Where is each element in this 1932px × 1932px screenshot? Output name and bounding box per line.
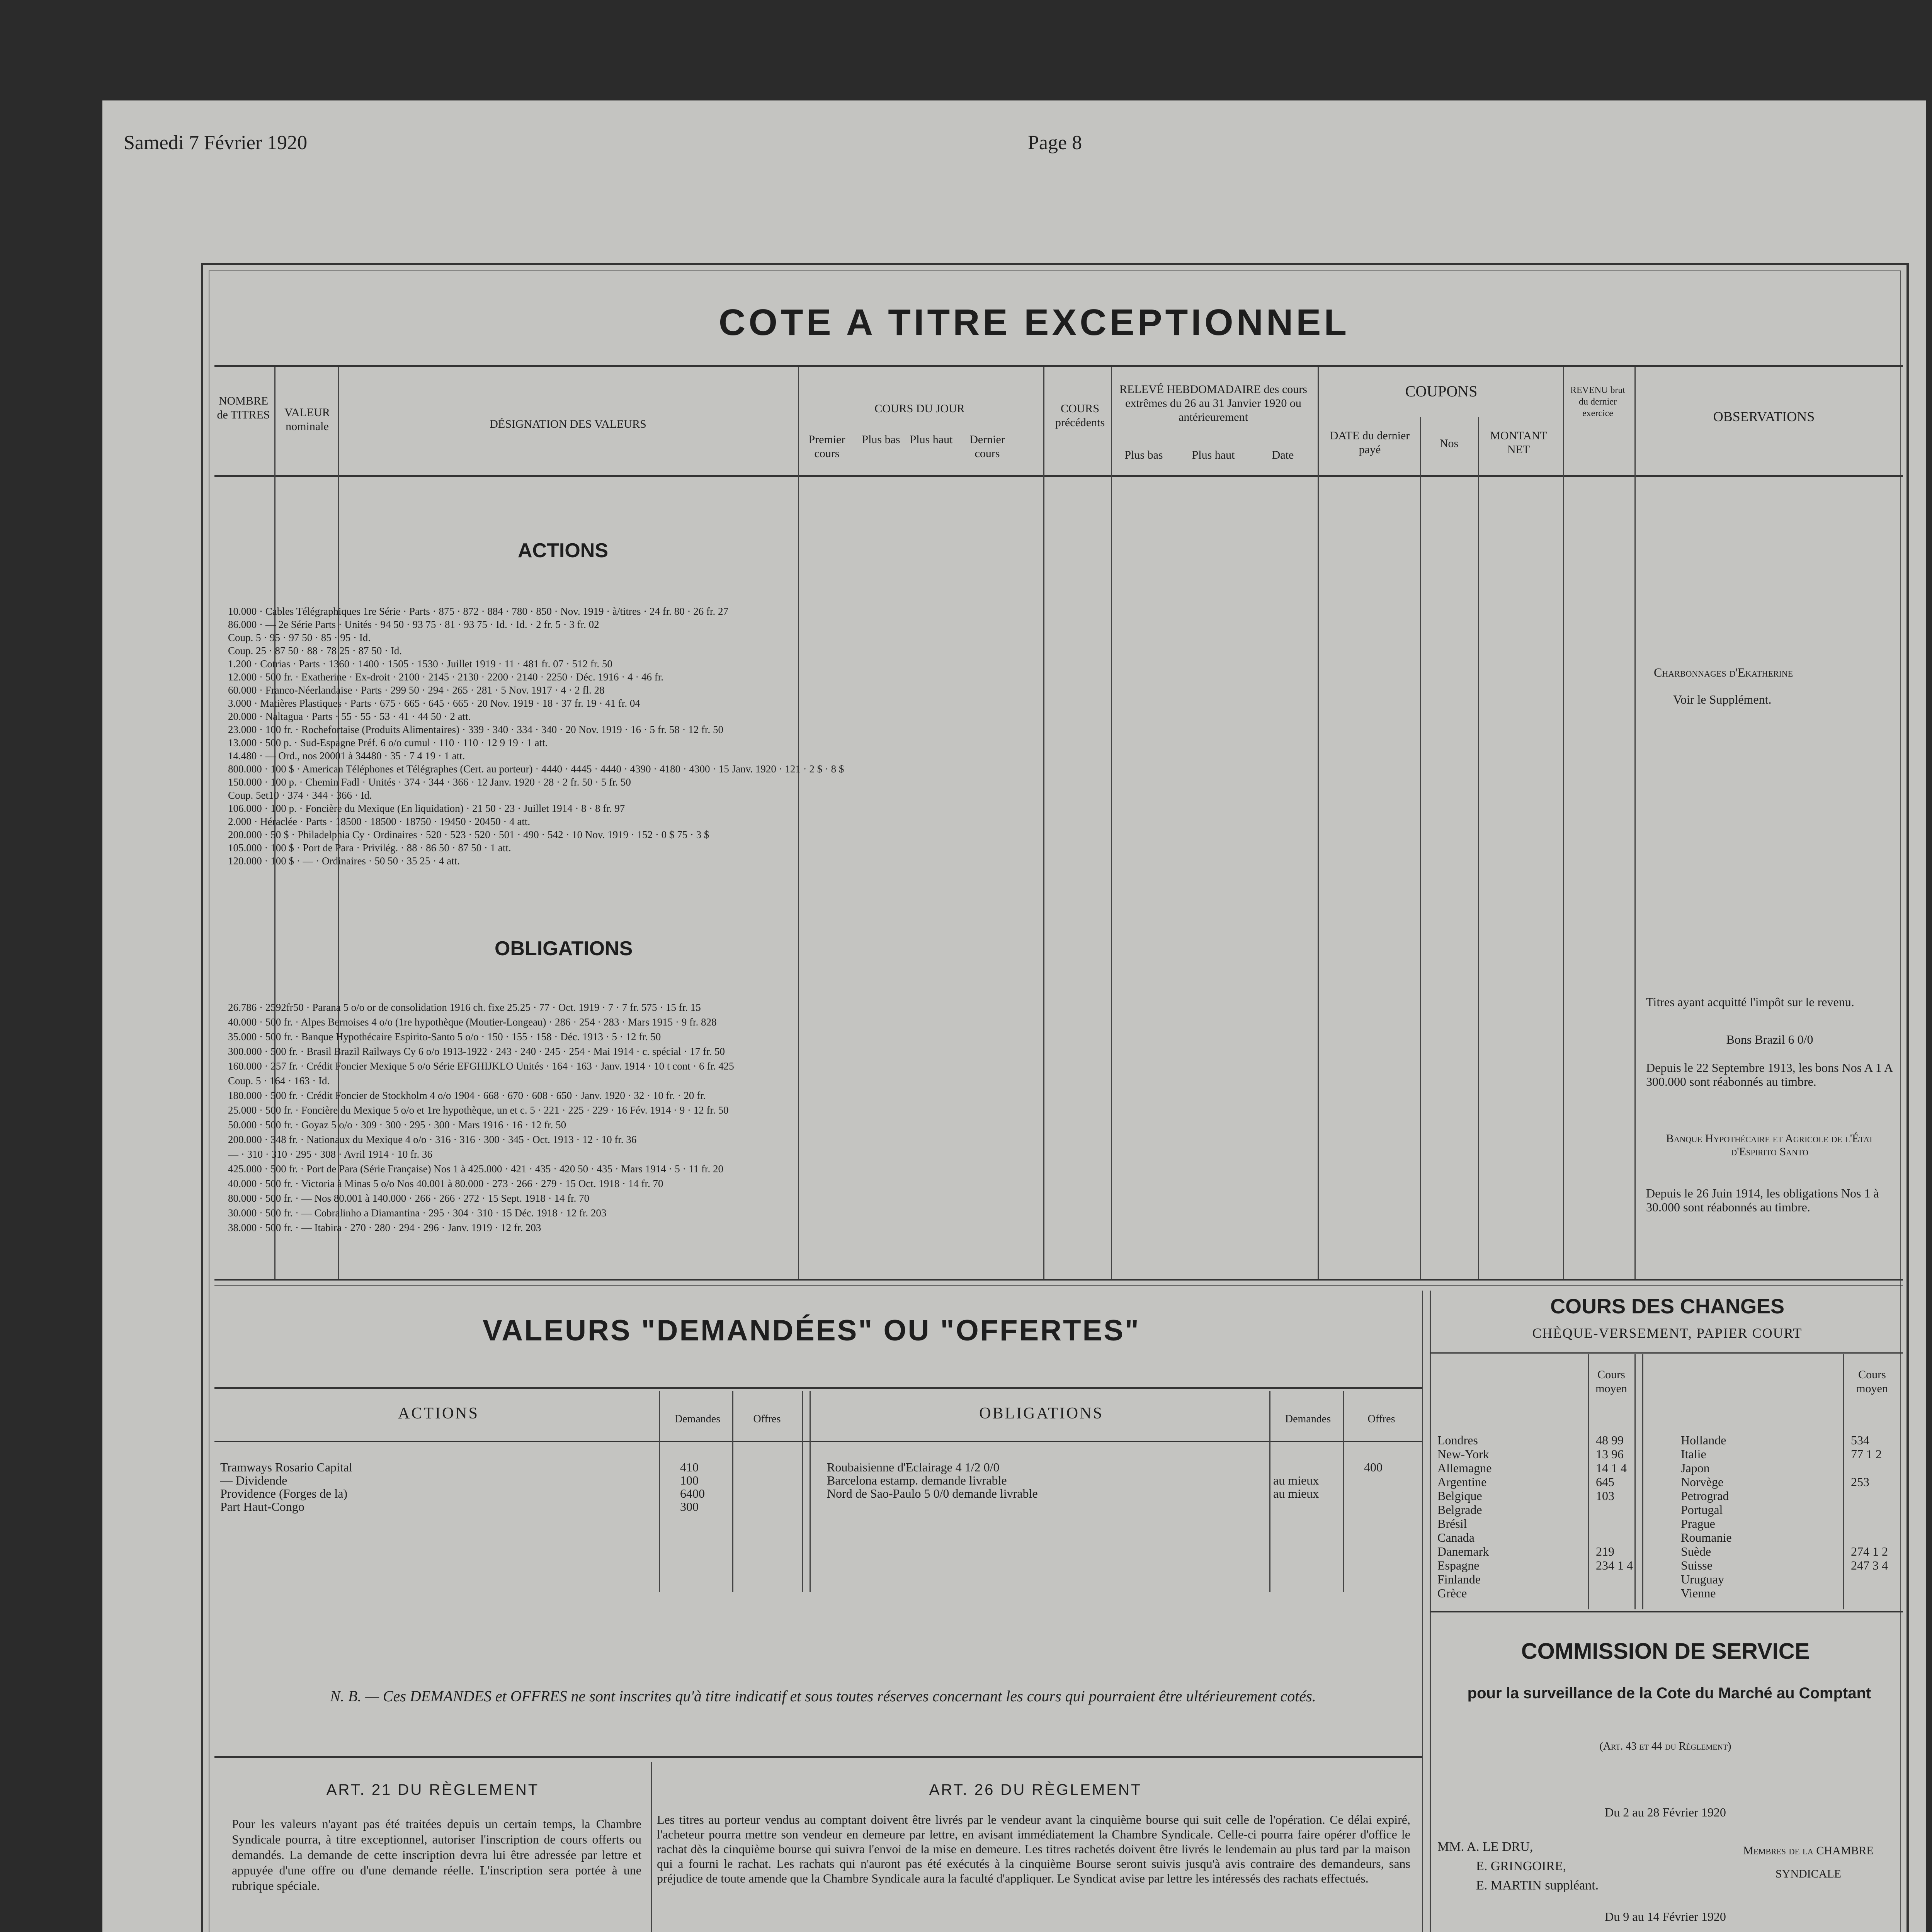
table-row: 300.000 · 500 fr. · Brasil Brazil Railways Cy 6 o/o 1913-1922 · 243 · 240 · 245 · 254 · Mai 1914 · c. spécial · 17 fr. 50 bbox=[228, 1046, 725, 1057]
col-coupons: COUPONS bbox=[1405, 383, 1478, 400]
demandees-nb: N. B. — Ces DEMANDES et OFFRES ne sont inscrites qu'à titre indicatif et sous toutes réserves concernant les cours qui pourraient être ultérieurement cotés. bbox=[330, 1687, 1316, 1705]
vrule bbox=[659, 1391, 660, 1592]
obs-oblig-4: Banque Hypothécaire et Agricole de l'État d'Espirito Santo bbox=[1666, 1132, 1874, 1158]
vrule bbox=[1843, 1354, 1844, 1609]
commission-art: (Art. 43 et 44 du Règlement) bbox=[1599, 1740, 1731, 1752]
change-country: Allemagne bbox=[1437, 1461, 1492, 1475]
table-bottom-rule bbox=[214, 1279, 1903, 1281]
col-rel-haut: Plus haut bbox=[1192, 449, 1235, 461]
rule bbox=[1430, 1611, 1903, 1612]
change-rate: 645 bbox=[1596, 1475, 1614, 1489]
list-item-demande: 6400 bbox=[680, 1486, 705, 1500]
list-item-name: Part Haut-Congo bbox=[220, 1500, 304, 1514]
col-releve: RELEVÉ HEBDOMADAIRE des cours extrêmes du 26 au 31 Janvier 1920 ou antérieurement bbox=[1119, 383, 1307, 423]
table-row: 35.000 · 500 fr. · Banque Hypothécaire Espirito-Santo 5 o/o · 150 · 155 · 158 · Déc. 1913 · 5 · 12 fr. 50 bbox=[228, 1031, 661, 1043]
table-row: 120.000 · 100 $ · — · Ordinaires · 50 50 · 35 25 · 4 att. bbox=[228, 855, 460, 867]
change-country: Norvège bbox=[1681, 1475, 1724, 1489]
table-row: 105.000 · 100 $ · Port de Para · Privilég. · 88 · 86 50 · 87 50 · 1 att. bbox=[228, 842, 511, 854]
col-date-paye: DATE du dernier payé bbox=[1330, 429, 1410, 456]
changes-col-right: Cours moyen bbox=[1856, 1368, 1888, 1395]
change-country: Canada bbox=[1437, 1531, 1475, 1544]
table-row: Coup. 5 · 95 · 97 50 · 85 · 95 · Id. bbox=[228, 632, 371, 643]
table-row: 12.000 · 500 fr. · Exatherine · Ex-droit · 2100 · 2145 · 2130 · 2200 · 2140 · 2250 · Déc. 1916 · 4 · 46 fr. bbox=[228, 671, 664, 683]
vrule bbox=[1588, 1354, 1589, 1609]
table-bottom-rule-2 bbox=[214, 1285, 1903, 1286]
change-country: Suède bbox=[1681, 1544, 1711, 1558]
col-dernier: Dernier cours bbox=[969, 433, 1005, 460]
col-premier: Premier cours bbox=[808, 433, 845, 460]
col-revenu: REVENU brut du dernier exercice bbox=[1570, 385, 1625, 418]
art21-title: ART. 21 DU RÈGLEMENT bbox=[326, 1781, 539, 1798]
vrule bbox=[802, 1391, 803, 1592]
obs-actions-1: Charbonnages d'Ekatherine bbox=[1654, 665, 1793, 679]
change-rate: 103 bbox=[1596, 1489, 1614, 1503]
obs-oblig-1: Titres ayant acquitté l'impôt sur le revenu. bbox=[1646, 995, 1854, 1009]
list-item-name: Nord de Sao-Paulo 5 0/0 demande livrable bbox=[827, 1486, 1038, 1500]
art26-title: ART. 26 DU RÈGLEMENT bbox=[929, 1781, 1142, 1798]
change-country: Grèce bbox=[1437, 1586, 1467, 1600]
table-row: 150.000 · 100 p. · Chemin Fadl · Unités · 374 · 344 · 366 · 12 Janv. 1920 · 28 · 2 fr. 50 · 5 fr. 50 bbox=[228, 776, 631, 788]
dem-demandes-head-2: Demandes bbox=[1285, 1413, 1331, 1425]
table-row: 1.200 · Cotrias · Parts · 1360 · 1400 · 1505 · 1530 · Juillet 1919 · 11 · 481 fr. 07 · 512 fr. 50 bbox=[228, 658, 612, 670]
change-country: Argentine bbox=[1437, 1475, 1487, 1489]
table-row: 30.000 · 500 fr. · — Cobralinho a Diamantina · 295 · 304 · 310 · 15 Déc. 1918 · 12 fr. 203 bbox=[228, 1207, 607, 1219]
col-designation: DÉSIGNATION DES VALEURS bbox=[490, 418, 646, 430]
list-item-name: Barcelona estamp. demande livrable bbox=[827, 1473, 1007, 1487]
table-row: Coup. 5 · 164 · 163 · Id. bbox=[228, 1075, 330, 1087]
change-country: Portugal bbox=[1681, 1503, 1723, 1517]
change-rate: 13 96 bbox=[1596, 1447, 1624, 1461]
page-date: Samedi 7 Février 1920 bbox=[124, 132, 308, 154]
vrule bbox=[810, 1391, 811, 1592]
change-rate: 274 1 2 bbox=[1851, 1544, 1888, 1558]
change-rate: 77 1 2 bbox=[1851, 1447, 1882, 1461]
table-row: — · 310 · 310 · 295 · 308 · Avril 1914 · 10 fr. 36 bbox=[228, 1148, 432, 1160]
col-precedents: COURS précédents bbox=[1055, 402, 1105, 429]
changes-subtitle: CHÈQUE-VERSEMENT, PAPIER COURT bbox=[1532, 1325, 1803, 1341]
dem-oblig-head: OBLIGATIONS bbox=[979, 1405, 1104, 1422]
table-row: 25.000 · 500 fr. · Foncière du Mexique 5 o/o et 1re hypothèque, un et c. 5 · 221 · 225 · 229 · 16 Fév. 1914 · 9 · 12 fr. 50 bbox=[228, 1104, 729, 1116]
change-rate: 253 bbox=[1851, 1475, 1869, 1489]
table-row: Coup. 5et10 · 374 · 344 · 366 · Id. bbox=[228, 789, 372, 801]
change-rate: 534 bbox=[1851, 1433, 1869, 1447]
commission-chambre-1: Membres de la CHAMBRE SYNDICALE bbox=[1743, 1844, 1874, 1880]
changes-title: COURS DES CHANGES bbox=[1550, 1295, 1785, 1318]
change-country: Italie bbox=[1681, 1447, 1706, 1461]
dem-actions-head: ACTIONS bbox=[398, 1405, 479, 1422]
list-item-demande: au mieux bbox=[1273, 1473, 1319, 1487]
change-country: Belgrade bbox=[1437, 1503, 1482, 1517]
change-rate: 48 99 bbox=[1596, 1433, 1624, 1447]
obs-actions-2: Voir le Supplément. bbox=[1673, 692, 1772, 706]
table-row: 2.000 · Héraclée · Parts · 18500 · 18500 · 18750 · 19450 · 20450 · 4 att. bbox=[228, 816, 531, 827]
rule bbox=[214, 1441, 1422, 1442]
table-row: 60.000 · Franco-Néerlandaise · Parts · 299 50 · 294 · 265 · 281 · 5 Nov. 1917 · 4 · 2 fl. 28 bbox=[228, 684, 605, 696]
change-country: Danemark bbox=[1437, 1544, 1489, 1558]
col-plus-bas: Plus bas bbox=[862, 433, 900, 446]
table-row: Coup. 25 · 87 50 · 88 · 78 25 · 87 50 · Id. bbox=[228, 645, 402, 656]
commission-member-1c: E. MARTIN suppléant. bbox=[1476, 1878, 1599, 1893]
col-plus-haut: Plus haut bbox=[910, 433, 953, 446]
table-row: 10.000 · Cables Télégraphiques 1re Série · Parts · 875 · 872 · 884 · 780 · 850 · Nov. 1919 · à/titres · 24 fr. 80 · 26 fr. 27 bbox=[228, 605, 728, 617]
list-item-name: — Dividende bbox=[220, 1473, 287, 1487]
table-row: 14.480 · — Ord., nos 20001 à 34480 · 35 · 7 4 19 · 1 att. bbox=[228, 750, 465, 762]
actions-heading: ACTIONS bbox=[518, 539, 608, 562]
col-valeur: VALEUR nominale bbox=[284, 406, 330, 433]
art26-text: Les titres au porteur vendus au comptant doivent être livrés par le vendeur avant la cinquième bourse qui suit celle de l'opération. Ce délai expiré, l'acheteur pourra mettre son vendeur en demeure par lettre, en avisant immédiatement la Chambre Syndicale. Celle-ci pourra faire opérer d'office le rachat dès la cinquième bourse qui suivra l'envoi de la mise en demeure. Les titres rachetés doivent être livrés le lendemain au plus tard par la maison qui a fourni le rachat. Les rachats qui n'auront pas été exécutés à la cinquième Bourse seront suivis jusqu'à avis contraire des demandeurs, sans préjudice de toute amende que la Chambre Syndicale aura la faculté d'appliquer. Le Syndicat avise par lettre les intéressés des rachats effectués. bbox=[657, 1813, 1410, 1885]
list-item-name: Providence (Forges de la) bbox=[220, 1486, 348, 1500]
table-row: 160.000 · 257 fr. · Crédit Foncier Mexique 5 o/o Série EFGHIJKLO Unités · 164 · 163 · Janv. 1914 · 10 t cont · 6 fr. 425 bbox=[228, 1060, 734, 1072]
change-country: Prague bbox=[1681, 1517, 1715, 1531]
change-country: Japon bbox=[1681, 1461, 1710, 1475]
vrule bbox=[651, 1762, 652, 1932]
table-row: 425.000 · 500 fr. · Port de Para (Série Française) Nos 1 à 425.000 · 421 · 435 · 420 50 · 435 · Mars 1914 · 5 · 11 fr. 20 bbox=[228, 1163, 724, 1175]
vrule bbox=[1642, 1354, 1643, 1609]
table-row: 26.786 · 2592fr50 · Parana 5 o/o or de consolidation 1916 ch. fixe 25.25 · 77 · Oct. 1919 · 7 · 7 fr. 575 · 15 fr. 15 bbox=[228, 1002, 701, 1013]
changes-col-left: Cours moyen bbox=[1595, 1368, 1627, 1395]
col-cours-jour: COURS DU JOUR bbox=[874, 402, 965, 415]
change-country: Roumanie bbox=[1681, 1531, 1732, 1544]
change-country: Petrograd bbox=[1681, 1489, 1729, 1503]
list-item-offre: 400 bbox=[1364, 1460, 1383, 1474]
rule bbox=[1430, 1352, 1903, 1354]
table-row: 200.000 · 50 $ · Philadelphia Cy · Ordinaires · 520 · 523 · 520 · 501 · 490 · 542 · 10 Nov. 1919 · 152 · 0 $ 75 · 3 $ bbox=[228, 829, 709, 840]
change-country: Finlande bbox=[1437, 1572, 1481, 1586]
demandees-title: VALEURS "DEMANDÉES" OU "OFFERTES" bbox=[483, 1314, 1140, 1347]
list-item-name: Tramways Rosario Capital bbox=[220, 1460, 352, 1474]
obs-oblig-3: Depuis le 22 Septembre 1913, les bons Nos A 1 A 300.000 sont réabonnés au timbre. bbox=[1646, 1061, 1893, 1088]
commission-member-1b: E. GRINGOIRE, bbox=[1476, 1859, 1566, 1873]
obligations-heading: OBLIGATIONS bbox=[495, 937, 633, 960]
col-num: Nos bbox=[1439, 437, 1459, 450]
change-rate: 234 1 4 bbox=[1596, 1558, 1633, 1572]
art21-text: Pour les valeurs n'ayant pas été traitées depuis un certain temps, la Chambre Syndicale pourra, à titre exceptionnel, autoriser l'inscription de cours offerts ou demandés. La demande de cette inscription devra lui être adressée par lettre et appuyée d'une offre ou d'une demande réelle. L'inscription sera portée à une rubrique spéciale. bbox=[232, 1817, 641, 1893]
col-rel-bas: Plus bas bbox=[1124, 449, 1163, 461]
page-number: Page 8 bbox=[1028, 132, 1082, 154]
vrule bbox=[1634, 367, 1636, 1279]
table-row: 50.000 · 500 fr. · Goyaz 5 o/o · 309 · 300 · 295 · 300 · Mars 1916 · 16 · 12 fr. 50 bbox=[228, 1119, 566, 1131]
list-item-demande: 100 bbox=[680, 1473, 699, 1487]
change-country: Suisse bbox=[1681, 1558, 1713, 1572]
change-rate: 219 bbox=[1596, 1544, 1614, 1558]
list-item-name: Roubaisienne d'Eclairage 4 1/2 0/0 bbox=[827, 1460, 1000, 1474]
table-header-rule bbox=[214, 475, 1903, 477]
col-rel-date: Date bbox=[1272, 449, 1294, 461]
vrule bbox=[1422, 1291, 1423, 1932]
list-item-demande: au mieux bbox=[1273, 1486, 1319, 1500]
commission-subtitle: pour la surveillance de la Cote du Marché au Comptant bbox=[1467, 1685, 1871, 1702]
commission-title: COMMISSION DE SERVICE bbox=[1521, 1639, 1810, 1664]
rule bbox=[214, 1756, 1422, 1758]
table-row: 20.000 · Naltagua · Parts · 55 · 55 · 53 · 41 · 44 50 · 2 att. bbox=[228, 711, 471, 722]
list-item-demande: 410 bbox=[680, 1460, 699, 1474]
table-row: 13.000 · 500 p. · Sud-Espagne Préf. 6 o/o cumul · 110 · 110 · 12 9 19 · 1 att. bbox=[228, 737, 548, 748]
change-country: Uruguay bbox=[1681, 1572, 1724, 1586]
dem-offres-head-2: Offres bbox=[1367, 1413, 1395, 1425]
vrule bbox=[1269, 1391, 1270, 1592]
change-country: Londres bbox=[1437, 1433, 1478, 1447]
table-row: 80.000 · 500 fr. · — Nos 80.001 à 140.000 · 266 · 266 · 272 · 15 Sept. 1918 · 14 fr. 70 bbox=[228, 1192, 590, 1204]
obs-oblig-2: Bons Brazil 6 0/0 bbox=[1726, 1032, 1813, 1046]
vrule bbox=[1634, 1354, 1636, 1609]
col-observations: OBSERVATIONS bbox=[1713, 409, 1815, 424]
table-row: 106.000 · 100 p. · Foncière du Mexique (En liquidation) · 21 50 · 23 · Juillet 1914 · 8 · 8 fr. 97 bbox=[228, 803, 625, 814]
list-item-demande: 300 bbox=[680, 1500, 699, 1514]
table-row: 23.000 · 100 fr. · Rochefortaise (Produits Alimentaires) · 339 · 340 · 334 · 340 · 20 Nov. 1919 · 16 · 5 fr. 58 · 12 fr. 50 bbox=[228, 724, 724, 735]
vrule bbox=[1343, 1391, 1344, 1592]
table-row: 800.000 · 100 $ · American Téléphones et Télégraphes (Cert. au porteur) · 4440 · 4445 · 4440 · 4390 · 4180 · 4300 · 15 Janv. 1920 · 121 · 2 $ · 8 $ bbox=[228, 763, 844, 775]
col-nombre: NOMBRE de TITRES bbox=[217, 395, 270, 421]
table-row: 40.000 · 500 fr. · Alpes Bernoises 4 o/o (1re hypothèque (Moutier-Longeau) · 286 · 254 · 283 · Mars 1915 · 9 fr. 828 bbox=[228, 1016, 717, 1028]
change-country: Brésil bbox=[1437, 1517, 1467, 1531]
dem-offres-head: Offres bbox=[753, 1413, 781, 1425]
change-country: Espagne bbox=[1437, 1558, 1480, 1572]
table-row: 40.000 · 500 fr. · Victoria à Minas 5 o/o Nos 40.001 à 80.000 · 273 · 266 · 279 · 15 Oct. 1918 · 14 fr. 70 bbox=[228, 1178, 663, 1189]
commission-period-2: Du 9 au 14 Février 1920 bbox=[1605, 1910, 1726, 1923]
vrule bbox=[732, 1391, 733, 1592]
commission-member-1a: MM. A. LE DRU, bbox=[1437, 1840, 1533, 1854]
change-country: Vienne bbox=[1681, 1586, 1716, 1600]
table-row: 86.000 · — 2e Série Parts · Unités · 94 50 · 93 75 · 81 · 93 75 · Id. · Id. · 2 fr. 5 · 3 fr. 02 bbox=[228, 619, 599, 630]
commission-period-1: Du 2 au 28 Février 1920 bbox=[1605, 1805, 1726, 1819]
table-row: 180.000 · 500 fr. · Crédit Foncier de Stockholm 4 o/o 1904 · 668 · 670 · 608 · 650 · Janv. 1920 · 32 · 10 fr. · 20 fr. bbox=[228, 1090, 706, 1101]
change-rate: 247 3 4 bbox=[1851, 1558, 1888, 1572]
change-country: Belgique bbox=[1437, 1489, 1482, 1503]
table-row: 3.000 · Matières Plastiques · Parts · 675 · 665 · 645 · 665 · 20 Nov. 1919 · 18 · 37 fr. 19 · 41 fr. 04 bbox=[228, 697, 640, 709]
col-montant: MONTANT NET bbox=[1490, 429, 1547, 456]
dem-demandes-head: Demandes bbox=[674, 1413, 721, 1425]
rule bbox=[214, 1387, 1422, 1389]
change-rate: 14 1 4 bbox=[1596, 1461, 1627, 1475]
change-country: New-York bbox=[1437, 1447, 1489, 1461]
table-top-rule bbox=[214, 365, 1903, 367]
page-title: COTE A TITRE EXCEPTIONNEL bbox=[719, 302, 1350, 343]
table-row: 200.000 · 348 fr. · Nationaux du Mexique 4 o/o · 316 · 316 · 300 · 345 · Oct. 1913 · 12 · 10 fr. 36 bbox=[228, 1134, 637, 1145]
table-row: 38.000 · 500 fr. · — Itabira · 270 · 280 · 294 · 296 · Janv. 1919 · 12 fr. 203 bbox=[228, 1222, 541, 1233]
change-country: Hollande bbox=[1681, 1433, 1726, 1447]
obs-oblig-5: Depuis le 26 Juin 1914, les obligations Nos 1 à 30.000 sont réabonnés au timbre. bbox=[1646, 1186, 1879, 1214]
